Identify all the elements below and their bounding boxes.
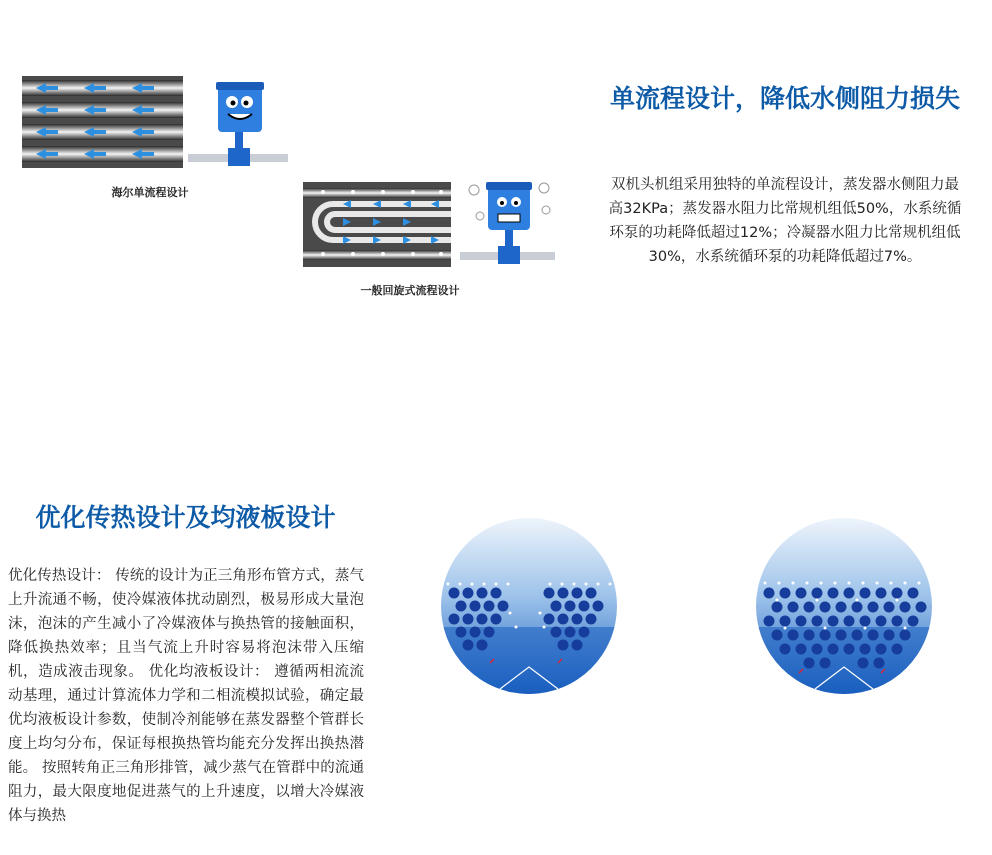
pump-mascot-stressed-icon: [460, 176, 555, 268]
single-pass-caption: 海尔单流程设计: [111, 186, 189, 199]
return-pass-tubes-image: [303, 182, 451, 267]
return-pass-caption: 一般回旋式流程设计: [360, 284, 460, 297]
section2-title: 优化传热设计及均液板设计: [35, 503, 336, 532]
tube-bundle-traditional-image: [440, 517, 618, 695]
tube-bundle-optimized-image: [755, 517, 933, 695]
single-pass-tubes-image: [22, 76, 183, 168]
section2-body: 优化传热设计： 传统的设计为正三角形布管方式，蒸气上升流通不畅，使冷媒液体扰动剧烈，极易形成大量泡沫，泡沫的产生减小了冷媒液体与换热管的接触面积，降低换热效率；且当气流上升时容易将泡沫带入压缩机，造成液击现象。 优化均液板设计： 遵循两相流流动基理，通过计算流体力学和二相流模拟试验，确定最优均液板设计参数，使制冷剂能够在蒸发器整个管群长度上均匀分布，保证每根换热管均能充分发挥出换热潜能。 按照转角正三角形排管，减少蒸气在管群中的流通阻力，最大限度地促进蒸气的上升速度，以增大冷媒液体与换热: [8, 568, 364, 824]
pump-mascot-happy-icon: [188, 80, 288, 170]
section1-body: 双机头机组采用独特的单流程设计，蒸发器水侧阻力最高32KPa；蒸发器水阻力比常规机组低50%，水系统循环泵的功耗降低超过12%；冷凝器水阻力比常规机组低30%，水系统循环泵的功耗降低超过7%。: [608, 177, 962, 265]
section1-title: 单流程设计，降低水侧阻力损失: [609, 84, 960, 113]
